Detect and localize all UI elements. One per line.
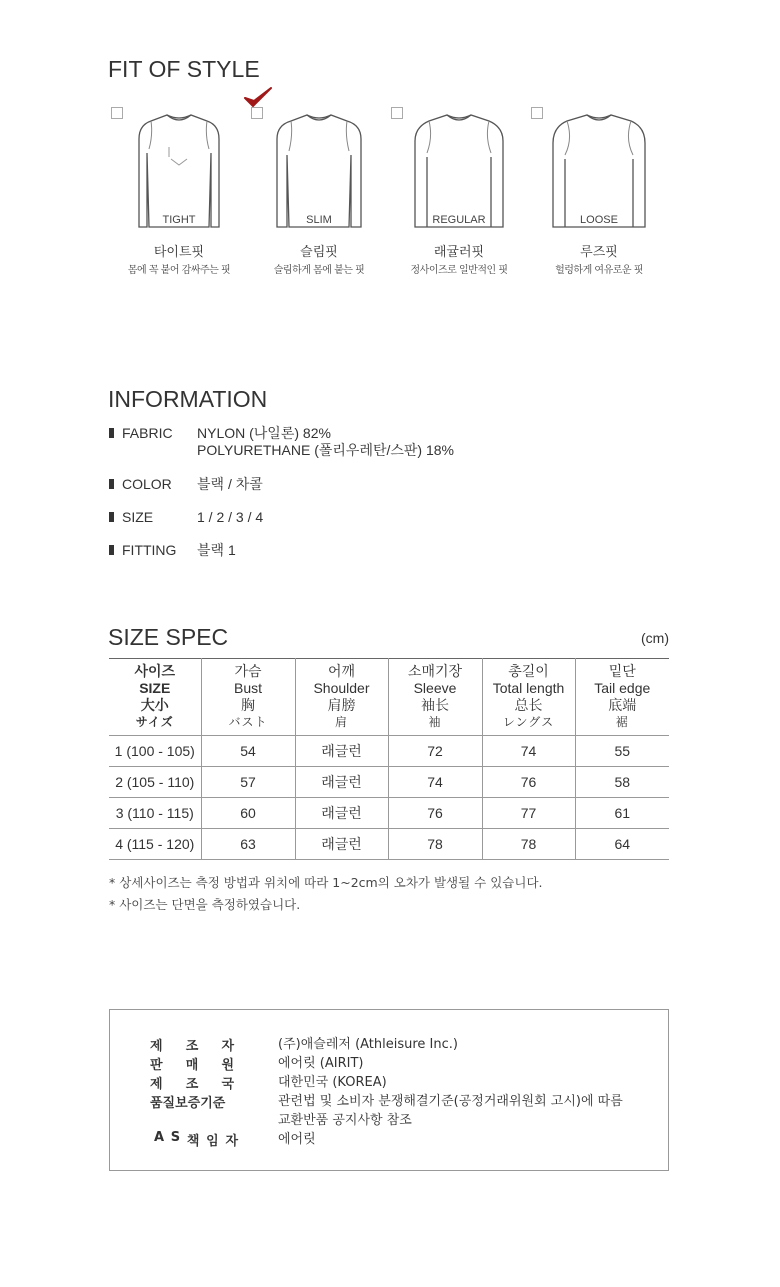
- fit-desc: 몸에 꼭 붙어 감싸주는 핏: [127, 265, 231, 276]
- maker-value: 에어릿: [278, 1132, 316, 1147]
- size-cell: 4 (115 - 120): [109, 829, 201, 860]
- info-value-line: POLYURETHANE (폴리우레탄/스판) 18%: [197, 442, 455, 458]
- fit-option-regular[interactable]: [389, 95, 529, 285]
- header-bust: 가슴 Bust 胸 バスト: [201, 659, 295, 736]
- fit-checkbox[interactable]: [111, 107, 123, 119]
- fit-code: LOOSE: [580, 214, 618, 226]
- info-label: FABRIC: [122, 425, 173, 441]
- maker-label: 품질보증기준: [150, 1096, 226, 1111]
- fit-code: REGULAR: [432, 214, 486, 226]
- maker-value: 대한민국 (KOREA): [278, 1075, 387, 1090]
- fit-checkbox[interactable]: [531, 107, 543, 119]
- fit-code: TIGHT: [162, 214, 196, 226]
- bullet-square-icon: [109, 545, 114, 555]
- info-value-line: 블랙 1: [197, 542, 236, 558]
- shoulder-cell: 래글런: [295, 767, 388, 798]
- bust-cell: 54: [201, 736, 295, 767]
- info-label: SIZE: [122, 509, 154, 525]
- bullet-square-icon: [109, 428, 114, 438]
- maker-label: 제 조 자: [150, 1039, 234, 1054]
- size-note: * 상세사이즈는 측정 방법과 위치에 따라 1~2cm의 오차가 발생될 수 있습니다.: [109, 875, 543, 890]
- maker-label: 판 매 원: [150, 1058, 234, 1073]
- fit-section-title: FIT OF STYLE: [108, 56, 260, 82]
- unit-label: (cm): [641, 630, 669, 646]
- shirt-icon: [131, 109, 227, 231]
- shoulder-cell: 래글런: [295, 798, 388, 829]
- maker-value-line: 관련법 및 소비자 분쟁해결기준(공정거래위원회 고시)에 따름: [278, 1094, 623, 1109]
- sleeve-cell: 78: [388, 829, 482, 860]
- info-value: [197, 509, 263, 526]
- total-length-cell: 78: [482, 829, 575, 860]
- sleeve-cell: 72: [388, 736, 482, 767]
- info-value: [197, 542, 236, 559]
- fit-desc: 헐렁하게 여유로운 핏: [555, 265, 643, 276]
- maker-label: 제 조 국: [150, 1077, 234, 1092]
- maker-value: [278, 1092, 623, 1130]
- tail-edge-cell: 55: [575, 736, 669, 767]
- size-spec-table: [109, 658, 669, 860]
- info-value-line: 1 / 2 / 3 / 4: [197, 509, 264, 525]
- bust-cell: 63: [201, 829, 295, 860]
- info-value-line: NYLON (나일론) 82%: [197, 425, 331, 441]
- total-length-cell: 77: [482, 798, 575, 829]
- fit-desc: 슬림하게 몸에 붙는 핏: [273, 265, 365, 276]
- total-length-cell: 76: [482, 767, 575, 798]
- header-shoulder: 어깨 Shoulder 肩膀 肩: [295, 659, 388, 736]
- shirt-icon: [411, 109, 507, 231]
- size-section-title: SIZE SPEC: [108, 624, 229, 650]
- table-row: [109, 829, 669, 860]
- size-cell: 2 (105 - 110): [109, 767, 201, 798]
- table-row: [109, 736, 669, 767]
- header-total-length: 총길이 Total length 总长 レングス: [482, 659, 575, 736]
- size-cell: 1 (100 - 105): [109, 736, 201, 767]
- fit-desc: 정사이즈로 일반적인 핏: [410, 265, 508, 276]
- maker-label: A S 책 임 자: [154, 1130, 238, 1149]
- sleeve-cell: 74: [388, 767, 482, 798]
- tail-edge-cell: 61: [575, 798, 669, 829]
- fit-code: SLIM: [306, 214, 332, 226]
- shirt-icon: [551, 109, 647, 231]
- bullet-square-icon: [109, 479, 114, 489]
- tail-edge-cell: 64: [575, 829, 669, 860]
- total-length-cell: 74: [482, 736, 575, 767]
- sleeve-cell: 76: [388, 798, 482, 829]
- info-value: [197, 476, 263, 493]
- fit-name: 타이트핏: [153, 245, 205, 260]
- fit-option-slim[interactable]: [249, 95, 389, 285]
- bust-cell: 60: [201, 798, 295, 829]
- info-section-title: INFORMATION: [108, 386, 268, 412]
- tail-edge-cell: 58: [575, 767, 669, 798]
- fit-option-tight[interactable]: [109, 95, 249, 285]
- maker-info-box: [109, 1009, 669, 1171]
- info-label: FITTING: [122, 542, 177, 558]
- fit-option-loose[interactable]: [529, 95, 669, 285]
- table-header-row: [109, 659, 669, 736]
- maker-value: 에어릿 (AIRIT): [278, 1056, 364, 1071]
- maker-value: (주)애슬레저 (Athleisure Inc.): [278, 1037, 458, 1052]
- size-note: * 사이즈는 단면을 측정하였습니다.: [109, 897, 301, 912]
- fit-name: 래귤러핏: [433, 245, 485, 260]
- shoulder-cell: 래글런: [295, 736, 388, 767]
- header-size: 사이즈 SIZE 大小 サイズ: [109, 659, 201, 736]
- header-sleeve: 소매기장 Sleeve 袖长 袖: [388, 659, 482, 736]
- table-row: [109, 798, 669, 829]
- fit-name: 슬림핏: [300, 245, 338, 260]
- shoulder-cell: 래글런: [295, 829, 388, 860]
- fit-checkbox[interactable]: [391, 107, 403, 119]
- bullet-square-icon: [109, 512, 114, 522]
- header-tail-edge: 밑단 Tail edge 底端 裾: [575, 659, 669, 736]
- info-label: COLOR: [122, 476, 172, 492]
- bust-cell: 57: [201, 767, 295, 798]
- table-row: [109, 767, 669, 798]
- size-cell: 3 (110 - 115): [109, 798, 201, 829]
- checkmark-icon: [243, 86, 273, 110]
- shirt-icon: [271, 109, 367, 231]
- fit-name: 루즈핏: [580, 245, 618, 260]
- maker-value-line: 교환반품 공지사항 참조: [278, 1113, 412, 1128]
- info-value: [197, 425, 454, 459]
- info-value-line: 블랙 / 차콜: [197, 476, 263, 492]
